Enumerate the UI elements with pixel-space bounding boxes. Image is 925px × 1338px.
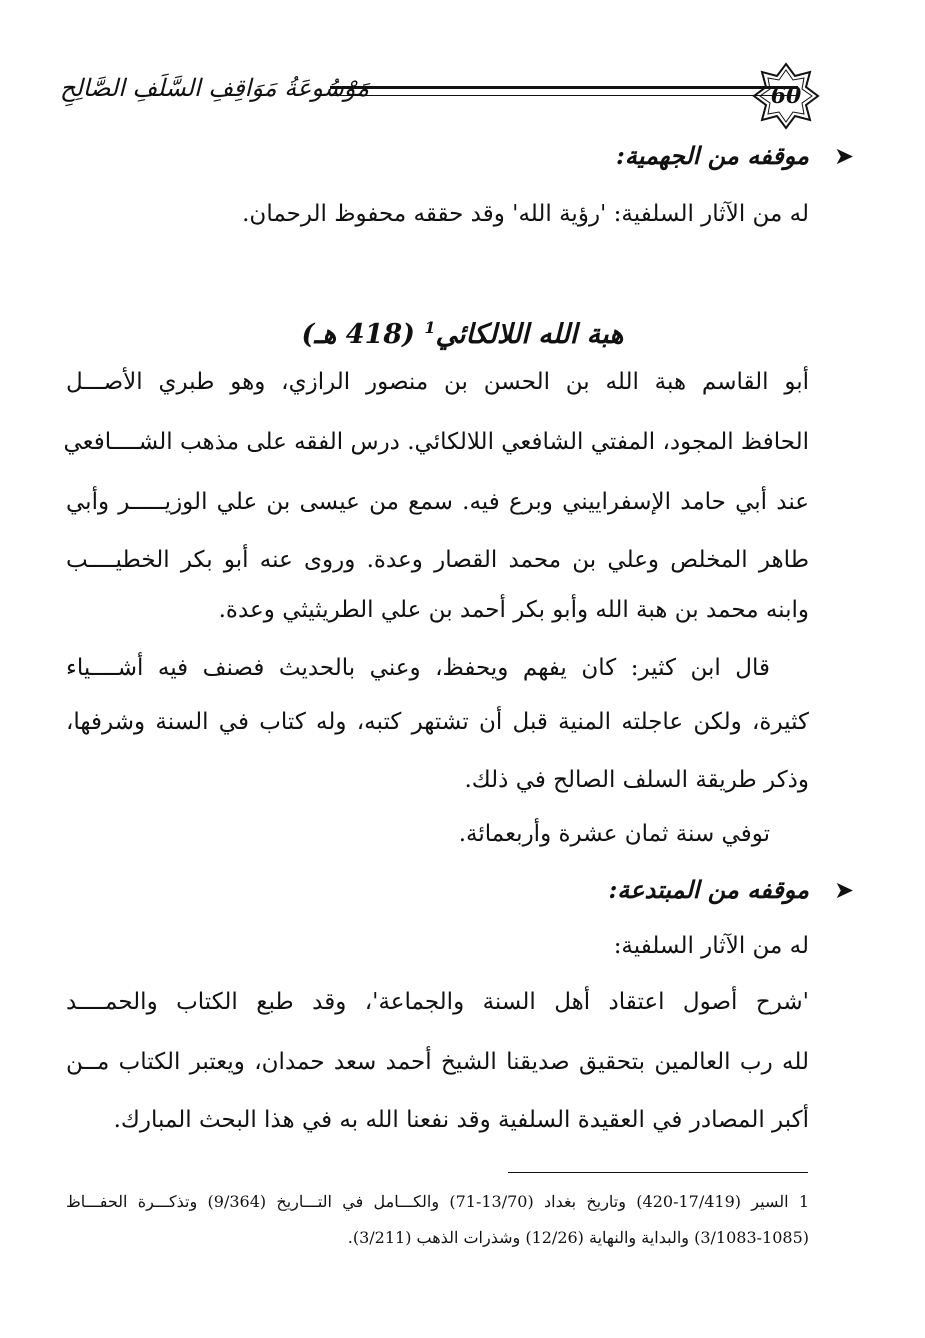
text-line: طاهر المخلص وعلي بن محمد القصار وعدة. وروى عنه أبو بكر الخطيــــب xyxy=(66,547,809,573)
page-number-frame xyxy=(752,62,820,130)
text-line: عند أبي حامد الإسفراييني وبرع فيه. سمع من عيسى بن علي الوزيـــــر وأبي xyxy=(66,489,809,515)
biography-title xyxy=(0,308,925,355)
text-line: له من الآثار السلفية: xyxy=(613,933,809,959)
subheading-mubtadia: موقفه من المبتدعة: xyxy=(608,875,809,904)
text-line: لله رب العالمين بتحقيق صديقنا الشيخ أحمد سعد حمدان، ويعتبر الكتاب مــن xyxy=(66,1049,809,1075)
text-line: قال ابن كثير: كان يفهم ويحفظ، وعني بالحديث فصنف فيه أشــــياء xyxy=(66,655,770,681)
text-line: وذكر طريقة السلف الصالح في ذلك. xyxy=(464,767,809,793)
footnote-line: 1 السير (17/419-420) وتاريخ بغداد (13/70-71) والكـــامل في التـــاريخ (9/364) وتذكـــرة الحفـــاظ xyxy=(66,1192,810,1211)
subheading-jahmiyya: موقفه من الجهمية: xyxy=(616,141,809,170)
book-title: مَوْسُوعَةُ مَوَاقِفِ السَّلَفِ الصَّالِحِ xyxy=(60,74,370,102)
arrow-bullet-icon: ➤ xyxy=(833,876,855,904)
arrow-bullet-icon: ➤ xyxy=(833,142,855,170)
page-header xyxy=(60,62,820,134)
text-line: توفي سنة ثمان عشرة وأربعمائة. xyxy=(458,821,770,847)
text-line: الحافظ المجود، المفتي الشافعي اللالكائي. درس الفقه على مذهب الشــــافعي xyxy=(63,429,809,455)
text-line: أكبر المصادر في العقيدة السلفية وقد نفعنا الله به في هذا البحث المبارك. xyxy=(113,1107,809,1133)
page-number: 60 xyxy=(770,83,802,109)
text-line: 'شرح أصول اعتقاد أهل السنة والجماعة'، وقد طبع الكتاب والحمــــد xyxy=(66,989,809,1015)
footnote-line: (3/1083-1085) والبداية والنهاية (12/26) وشذرات الذهب (3/211). xyxy=(347,1228,809,1247)
biography-name: هبة الله اللالكائي xyxy=(435,319,624,350)
footnote-rule xyxy=(508,1172,808,1173)
biography-year: (418 هـ) xyxy=(301,319,415,350)
header-rule xyxy=(330,86,798,96)
footnote-ref: 1 xyxy=(424,318,436,337)
text-line: وابنه محمد بن هبة الله وأبو بكر أحمد بن علي الطريثيثي وعدة. xyxy=(218,597,809,623)
text-line: أبو القاسم هبة الله بن الحسن بن منصور الرازي، وهو طبري الأصـــل xyxy=(66,369,809,395)
text-line: له من الآثار السلفية: 'رؤية الله' وقد حققه محفوظ الرحمان. xyxy=(242,201,809,227)
text-line: كثيرة، ولكن عاجلته المنية قبل أن تشتهر كتبه، وله كتاب في السنة وشرفها، xyxy=(66,709,809,735)
